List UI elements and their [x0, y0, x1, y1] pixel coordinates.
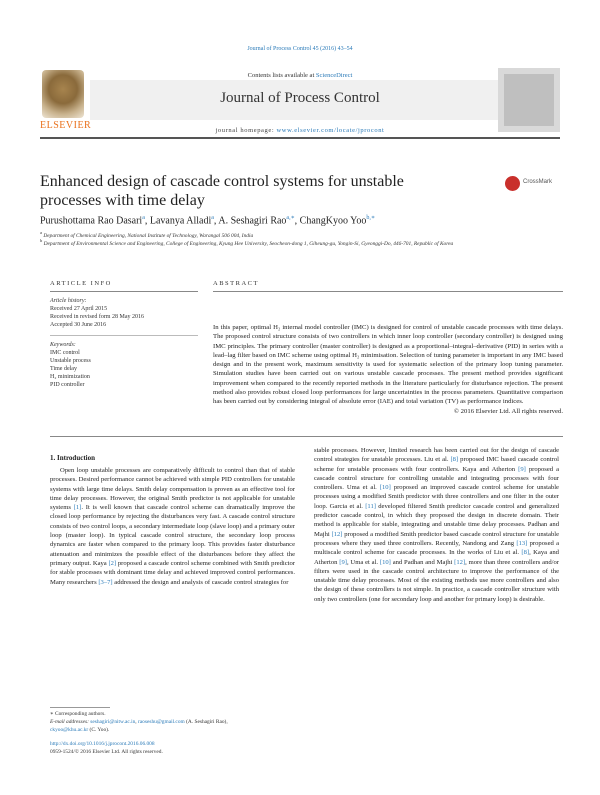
author-name[interactable]: Lavanya Alladi	[149, 215, 212, 227]
keyword: Time delay	[50, 366, 77, 372]
body-text: proposed a cascade control scheme combined with Smith predictor for stable processes with dominant time delay and achieved improved control performances. Many researchers	[50, 559, 295, 586]
abstract-text: In this paper, optimal H₂ internal model controller (IMC) is designed for control of unstable cascade processes with time delays. The proposed control structure consists of two controllers in which inner loop controller (secondary controller) is designed using IMC principles. The primary controller (master controller) is designed as a proportional–integral–derivative (PID) in series with a lead–lag filter based on IMC scheme using optimal H₂ minimisation. Selection of tuning parameter is important in any IMC based design and in the present work, maximum sensitivity is used for systematic selection of the primary loop tuning parameter. Simulation studies have been carried out on various unstable cascade processes. The present method provides significant improvement when compared to the recently reported methods in the literature particularly for disturbance rejection. The present method also provides robust closed loop performances for large uncertainties in the process parameters. Quantitative comparison has been carried out by considering integral of absolute error (IAE) and total variation (TV) as performance indices. © 2016 Elsevier Ltd. All rights reserved.	[213, 324, 563, 415]
abstract-bottom-rule	[50, 436, 563, 437]
crossmark-badge[interactable]	[505, 176, 565, 192]
citation-link[interactable]: [11]	[365, 502, 376, 510]
paper-title: Enhanced design of cascade control systems for unstable processes with time delay	[40, 173, 404, 209]
keyword: PID controller	[50, 382, 85, 388]
body-text: proposed an improved cascade control scheme for unstable processes using a modified Smith predictor with three controllers and one filter in the outer loop. Garcia et al.	[314, 484, 559, 510]
email-link[interactable]: ckyoo@khu.ac.kr	[50, 727, 89, 733]
corresponding-note: ∗ Corresponding authors.	[50, 711, 106, 717]
email-link[interactable]: seshagiri@nitw.ac.in	[90, 719, 136, 725]
author-name[interactable]: ChangKyoo Yoo	[299, 215, 367, 227]
keyword: H₂ minimization	[50, 374, 90, 380]
body-text: proposed a multiscale control scheme for cascade processes. In the works of Liu et al.	[314, 539, 560, 557]
citation-link[interactable]: [13]	[516, 539, 528, 547]
author-affil[interactable]: a,∗	[286, 215, 295, 221]
copyright: © 2016 Elsevier Ltd. All rights reserved.	[453, 407, 563, 415]
footnote-rule	[50, 707, 110, 708]
history-received: Received 27 April 2015	[50, 306, 108, 312]
crossmark-icon	[505, 176, 520, 191]
email-note: E-mail addresses: seshagiri@nitw.ac.in, raoseshu@gmail.com (A. Seshagiri Rao),	[50, 719, 228, 725]
body-text: , Uma et al.	[346, 558, 380, 566]
author-affil[interactable]: a	[211, 215, 214, 221]
doi-link[interactable]: http://dx.doi.org/10.1016/j.jprocont.2016.06.008	[50, 741, 155, 747]
crossmark-label: CrossMark	[523, 179, 553, 185]
body-text: Open loop unstable processes are comparatively difficult to control than that of stable processes. Desired performance cannot be achieved with simple PID controllers for unstable systems with large time delays. Smith delay compensation is proven as an effective tool for time delay processes. However, the original Smith predictor is not applicable for unstable systems	[50, 467, 295, 512]
journal-cover-thumbnail	[498, 68, 560, 132]
author-name[interactable]: A. Seshagiri Rao	[218, 215, 287, 227]
intro-column-2	[314, 446, 559, 604]
body-text: , Kaya and Atherton	[314, 549, 559, 566]
body-text: developed filtered Smith predictor cascade control and generalized predictor cascade control, in which they proposed the design in discrete domain. Their method is applicable for stable, integrating and unstable time delay processes. Padhan and Majhi	[314, 502, 559, 538]
header-rule	[40, 137, 560, 139]
contents-line: Contents lists available at ScienceDirect	[247, 72, 353, 79]
citation-link[interactable]: [1]	[73, 504, 82, 512]
homepage-link[interactable]: www.elsevier.com/locate/jprocont	[276, 127, 385, 134]
citation-link[interactable]: [3–7]	[98, 578, 113, 586]
body-text: and Padhan and Majhi	[390, 558, 455, 566]
journal-reference[interactable]: Journal of Process Control 45 (2016) 43–54	[247, 46, 353, 52]
intro-column-1	[50, 466, 295, 587]
body-text: proposed IMC based cascade control scheme for unstable processes with four controllers. Kaya and Atherton	[314, 456, 559, 473]
citation-link[interactable]: [10]	[379, 558, 391, 566]
citation-link[interactable]: [10]	[379, 484, 391, 492]
citation-link[interactable]: [8]	[521, 549, 530, 557]
cover-image	[504, 74, 554, 126]
body-text: proposed a cascade control structure for controlling unstable and integrating processes with four controllers. Uma et al.	[314, 465, 559, 492]
affiliation-b: $^b$ Department of Environmental Science and Engineering, College of Engineering, Kyung Hee University, Seocheon-dong 1, Giheung-gu, Yongin-Si, Gyeonggi-Do, 446-701, Republic of Korea	[40, 238, 454, 247]
keyword: IMC control	[50, 350, 80, 356]
abstract-label: ABSTRACT	[213, 280, 259, 287]
info-rule	[50, 291, 198, 292]
citation-link[interactable]: [9]	[518, 465, 526, 473]
body-text: . It is well known that cascade control scheme can dramatically improve the closed loop performance by rejecting the disturbances very fast. A cascade control structure consists of two control loops, a secondary intermediate loop (slave loop) and a primary outer loop (master loop). In typical cascade control structure, the secondary loop process dynamics are faster when compared to the primary loop. This provides faster disturbance attenuation and minimizes the possible effect of the disturbances before they affect the primary output. Kaya	[50, 504, 296, 567]
citation-link[interactable]: [2]	[108, 559, 117, 567]
citation-link[interactable]: [9]	[339, 558, 347, 566]
abstract-rule	[213, 291, 563, 292]
article-info-label: ARTICLE INFO	[50, 280, 112, 287]
body-text: proposed a modified Smith predictor based cascade control structure for unstable processes where they used three controllers. Recently, Nandong and Zang	[314, 530, 559, 547]
sciencedirect-link[interactable]: ScienceDirect	[315, 72, 353, 79]
citation-link[interactable]: [12]	[454, 558, 466, 566]
keyword: Unstable process	[50, 358, 91, 364]
author-list: Purushottama Rao Dasari$^a$, Lavanya Alladi$^a$, A. Seshagiri Rao$^{a,∗}$, ChangKyoo Yoo$^{b,∗}$	[40, 215, 375, 227]
author-name[interactable]: Purushottama Rao Dasari	[40, 215, 143, 227]
journal-title: Journal of Process Control	[220, 90, 380, 106]
history-label: Article history:	[50, 298, 87, 304]
elsevier-logo	[40, 68, 92, 132]
keywords-label: Keywords:	[50, 342, 76, 348]
issn-line: 0959-1524/© 2016 Elsevier Ltd. All rights reserved.	[50, 749, 163, 755]
citation-link[interactable]: [12]	[331, 530, 343, 538]
history-revised: Received in revised form 28 May 2016	[50, 314, 144, 320]
elsevier-tree-icon	[42, 70, 84, 118]
history-accepted: Accepted 30 June 2016	[50, 322, 107, 328]
email-note-2: ckyoo@khu.ac.kr (C. Yoo).	[50, 727, 110, 733]
citation-link[interactable]: [8]	[450, 456, 459, 464]
body-text: , more than three controllers and/or filters were used in the cascade control architecture to improve the performance of the unstable time delay processes. Most of the existing methods use more controllers and also the design of these controllers is not simple. In practice, a cascade controller structure with only two controllers (one for secondary loop and another for primary loop) is desirable.	[314, 558, 560, 603]
section-heading: 1. Introduction	[50, 454, 95, 462]
body-text: addressed the design and analysis of cascade control strategies for	[112, 578, 289, 586]
author-affil[interactable]: a	[142, 215, 145, 221]
publisher-name: ELSEVIER	[40, 120, 92, 131]
email-link[interactable]: raoseshu@gmail.com	[137, 719, 185, 725]
journal-homepage: journal homepage: www.elsevier.com/locate/jprocont	[215, 127, 385, 134]
info-divider	[50, 335, 198, 336]
affiliation-a: $^a$ Department of Chemical Engineering, National Institute of Technology, Warangal 506 004, India	[40, 230, 254, 239]
body-text: stable processes. However, limited research has been carried out for the design of cascade control strategies for unstable processes. Liu et al.	[314, 447, 559, 464]
author-affil[interactable]: b,∗	[366, 215, 375, 221]
